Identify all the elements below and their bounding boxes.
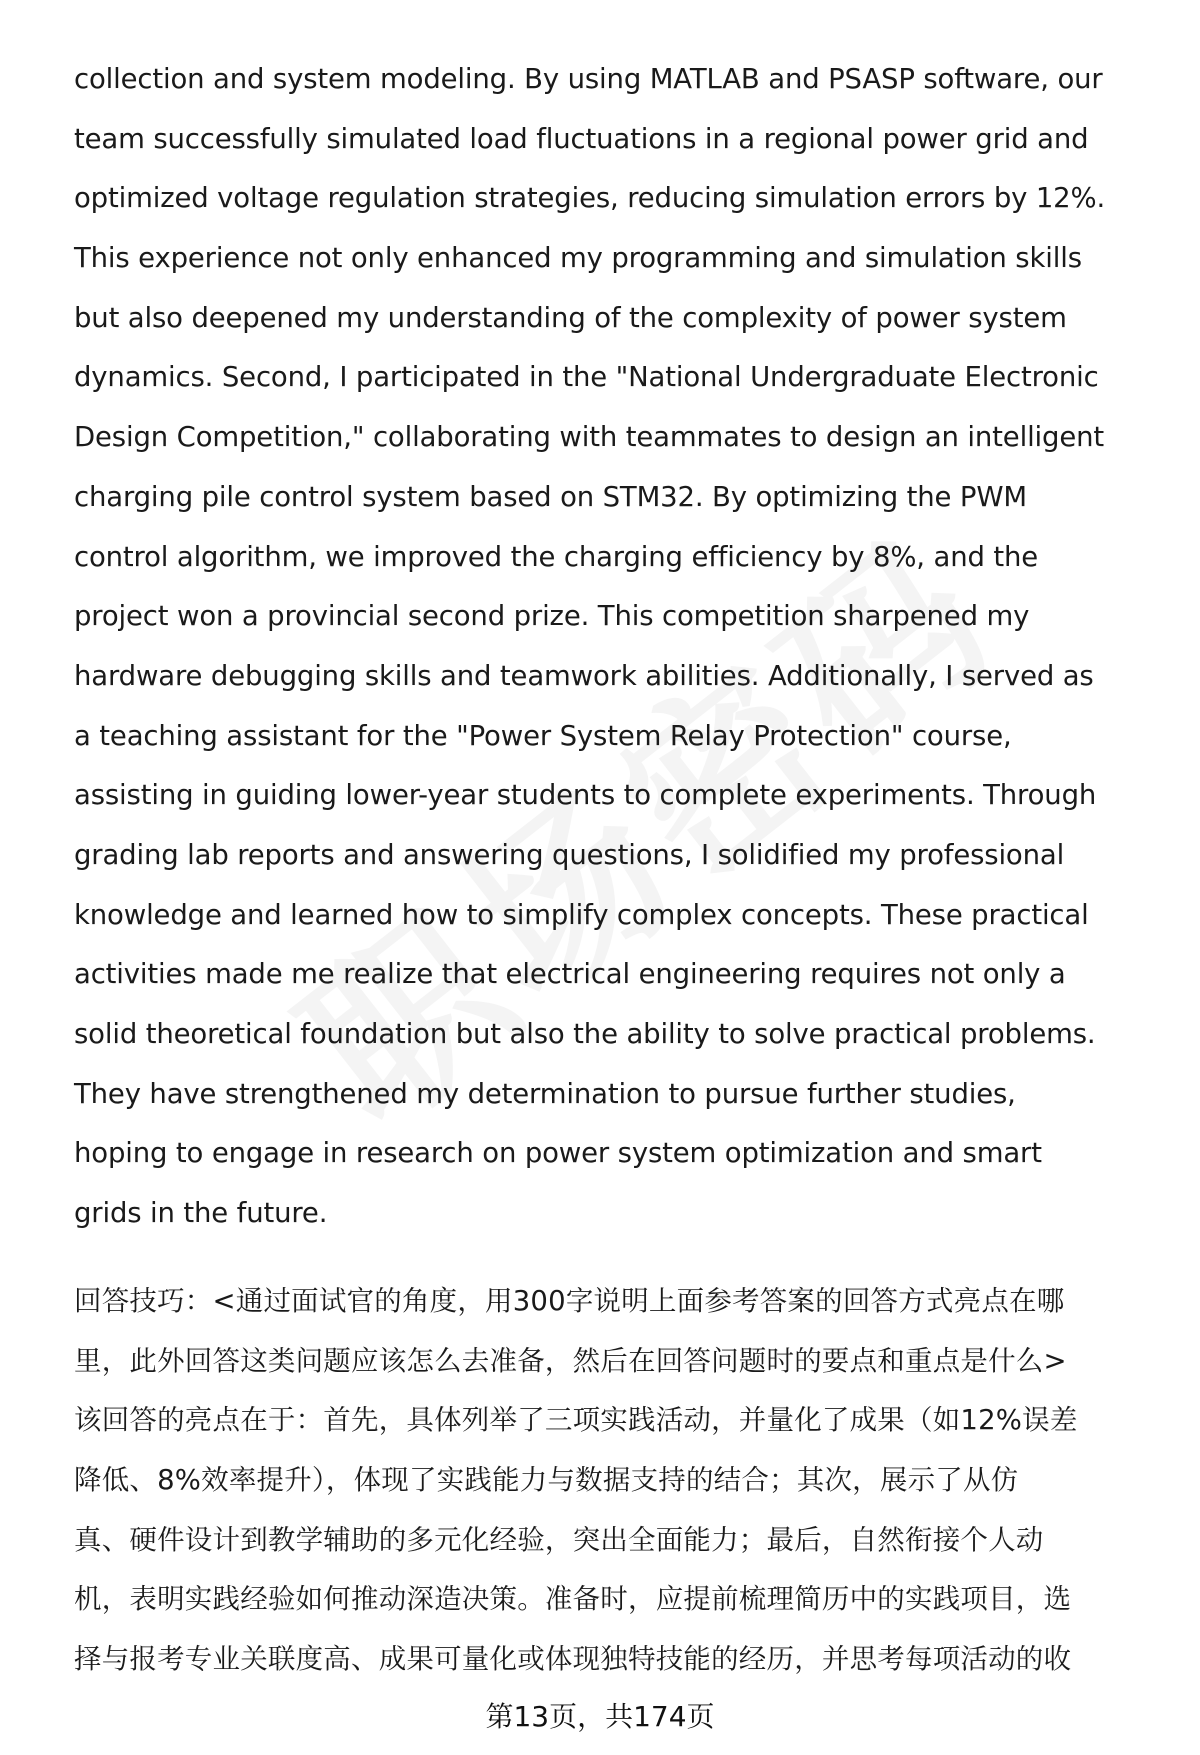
body-line: grids in the future. [74, 1197, 328, 1230]
body-line: activities made me realize that electrical engineering requires not only a [74, 958, 1066, 991]
body-line: grading lab reports and answering questions, I solidified my professional [74, 838, 1065, 871]
body-line: solid theoretical foundation but also the ability to solve practical problems. [74, 1018, 1096, 1050]
body-line: control algorithm, we improved the charging efficiency by 8%, and the [74, 540, 1039, 573]
answer-tips [74, 1272, 1154, 1690]
tips-line: 该回答的亮点在于：首先，具体列举了三项实践活动，并量化了成果（如12%误差 [74, 1404, 1078, 1437]
tips-line: 择与报考专业关联度高、成果可量化或体现独特技能的经历，并思考每项活动的收 [74, 1643, 1072, 1676]
tips-line: 真、硬件设计到教学辅助的多元化经验，突出全面能力；最后，自然衔接个人动 [74, 1523, 1044, 1556]
body-line: project won a provincial second prize. This competition sharpened my [74, 600, 1030, 633]
body-line: Design Competition," collaborating with teammates to design an intelligent [74, 421, 1105, 454]
body-line: hardware debugging skills and teamwork abilities. Additionally, I served as [74, 659, 1094, 692]
body-line: This experience not only enhanced my programming and simulation skills [74, 242, 1082, 275]
body-line: hoping to engage in research on power system optimization and smart [74, 1137, 1042, 1170]
tips-line: 机，表明实践经验如何推动深造决策。准备时，应提前梳理简历中的实践项目，选 [74, 1583, 1072, 1616]
body-line: collection and system modeling. By using MATLAB and PSASP software, our [74, 63, 1103, 95]
body-line: but also deepened my understanding of the complexity of power system [74, 301, 1067, 334]
body-line: They have strengthened my determination to pursue further studies, [74, 1077, 1016, 1110]
page-number: 第13页，共174页 [485, 1700, 715, 1733]
tips-line: 里，此外回答这类问题应该怎么去准备，然后在回答问题时的要点和重点是什么> [74, 1344, 1067, 1377]
answer-body [74, 50, 1154, 1244]
body-line: dynamics. Second, I participated in the "National Undergraduate Electronic [74, 361, 1099, 394]
body-line: team successfully simulated load fluctuations in a regional power grid and [74, 122, 1089, 155]
body-line: charging pile control system based on STM32. By optimizing the PWM [74, 480, 1027, 513]
body-line: a teaching assistant for the "Power System Relay Protection" course, [74, 719, 1012, 752]
tips-line: 降低、8%效率提升），体现了实践能力与数据支持的结合；其次，展示了从仿 [74, 1464, 1019, 1497]
body-line: optimized voltage regulation strategies, reducing simulation errors by 12%. [74, 182, 1106, 215]
body-line: assisting in guiding lower-year students to complete experiments. Through [74, 779, 1097, 812]
body-line: knowledge and learned how to simplify complex concepts. These practical [74, 898, 1089, 931]
tips-line: 回答技巧：<通过面试官的角度，用300字说明上面参考答案的回答方式亮点在哪 [74, 1285, 1065, 1317]
